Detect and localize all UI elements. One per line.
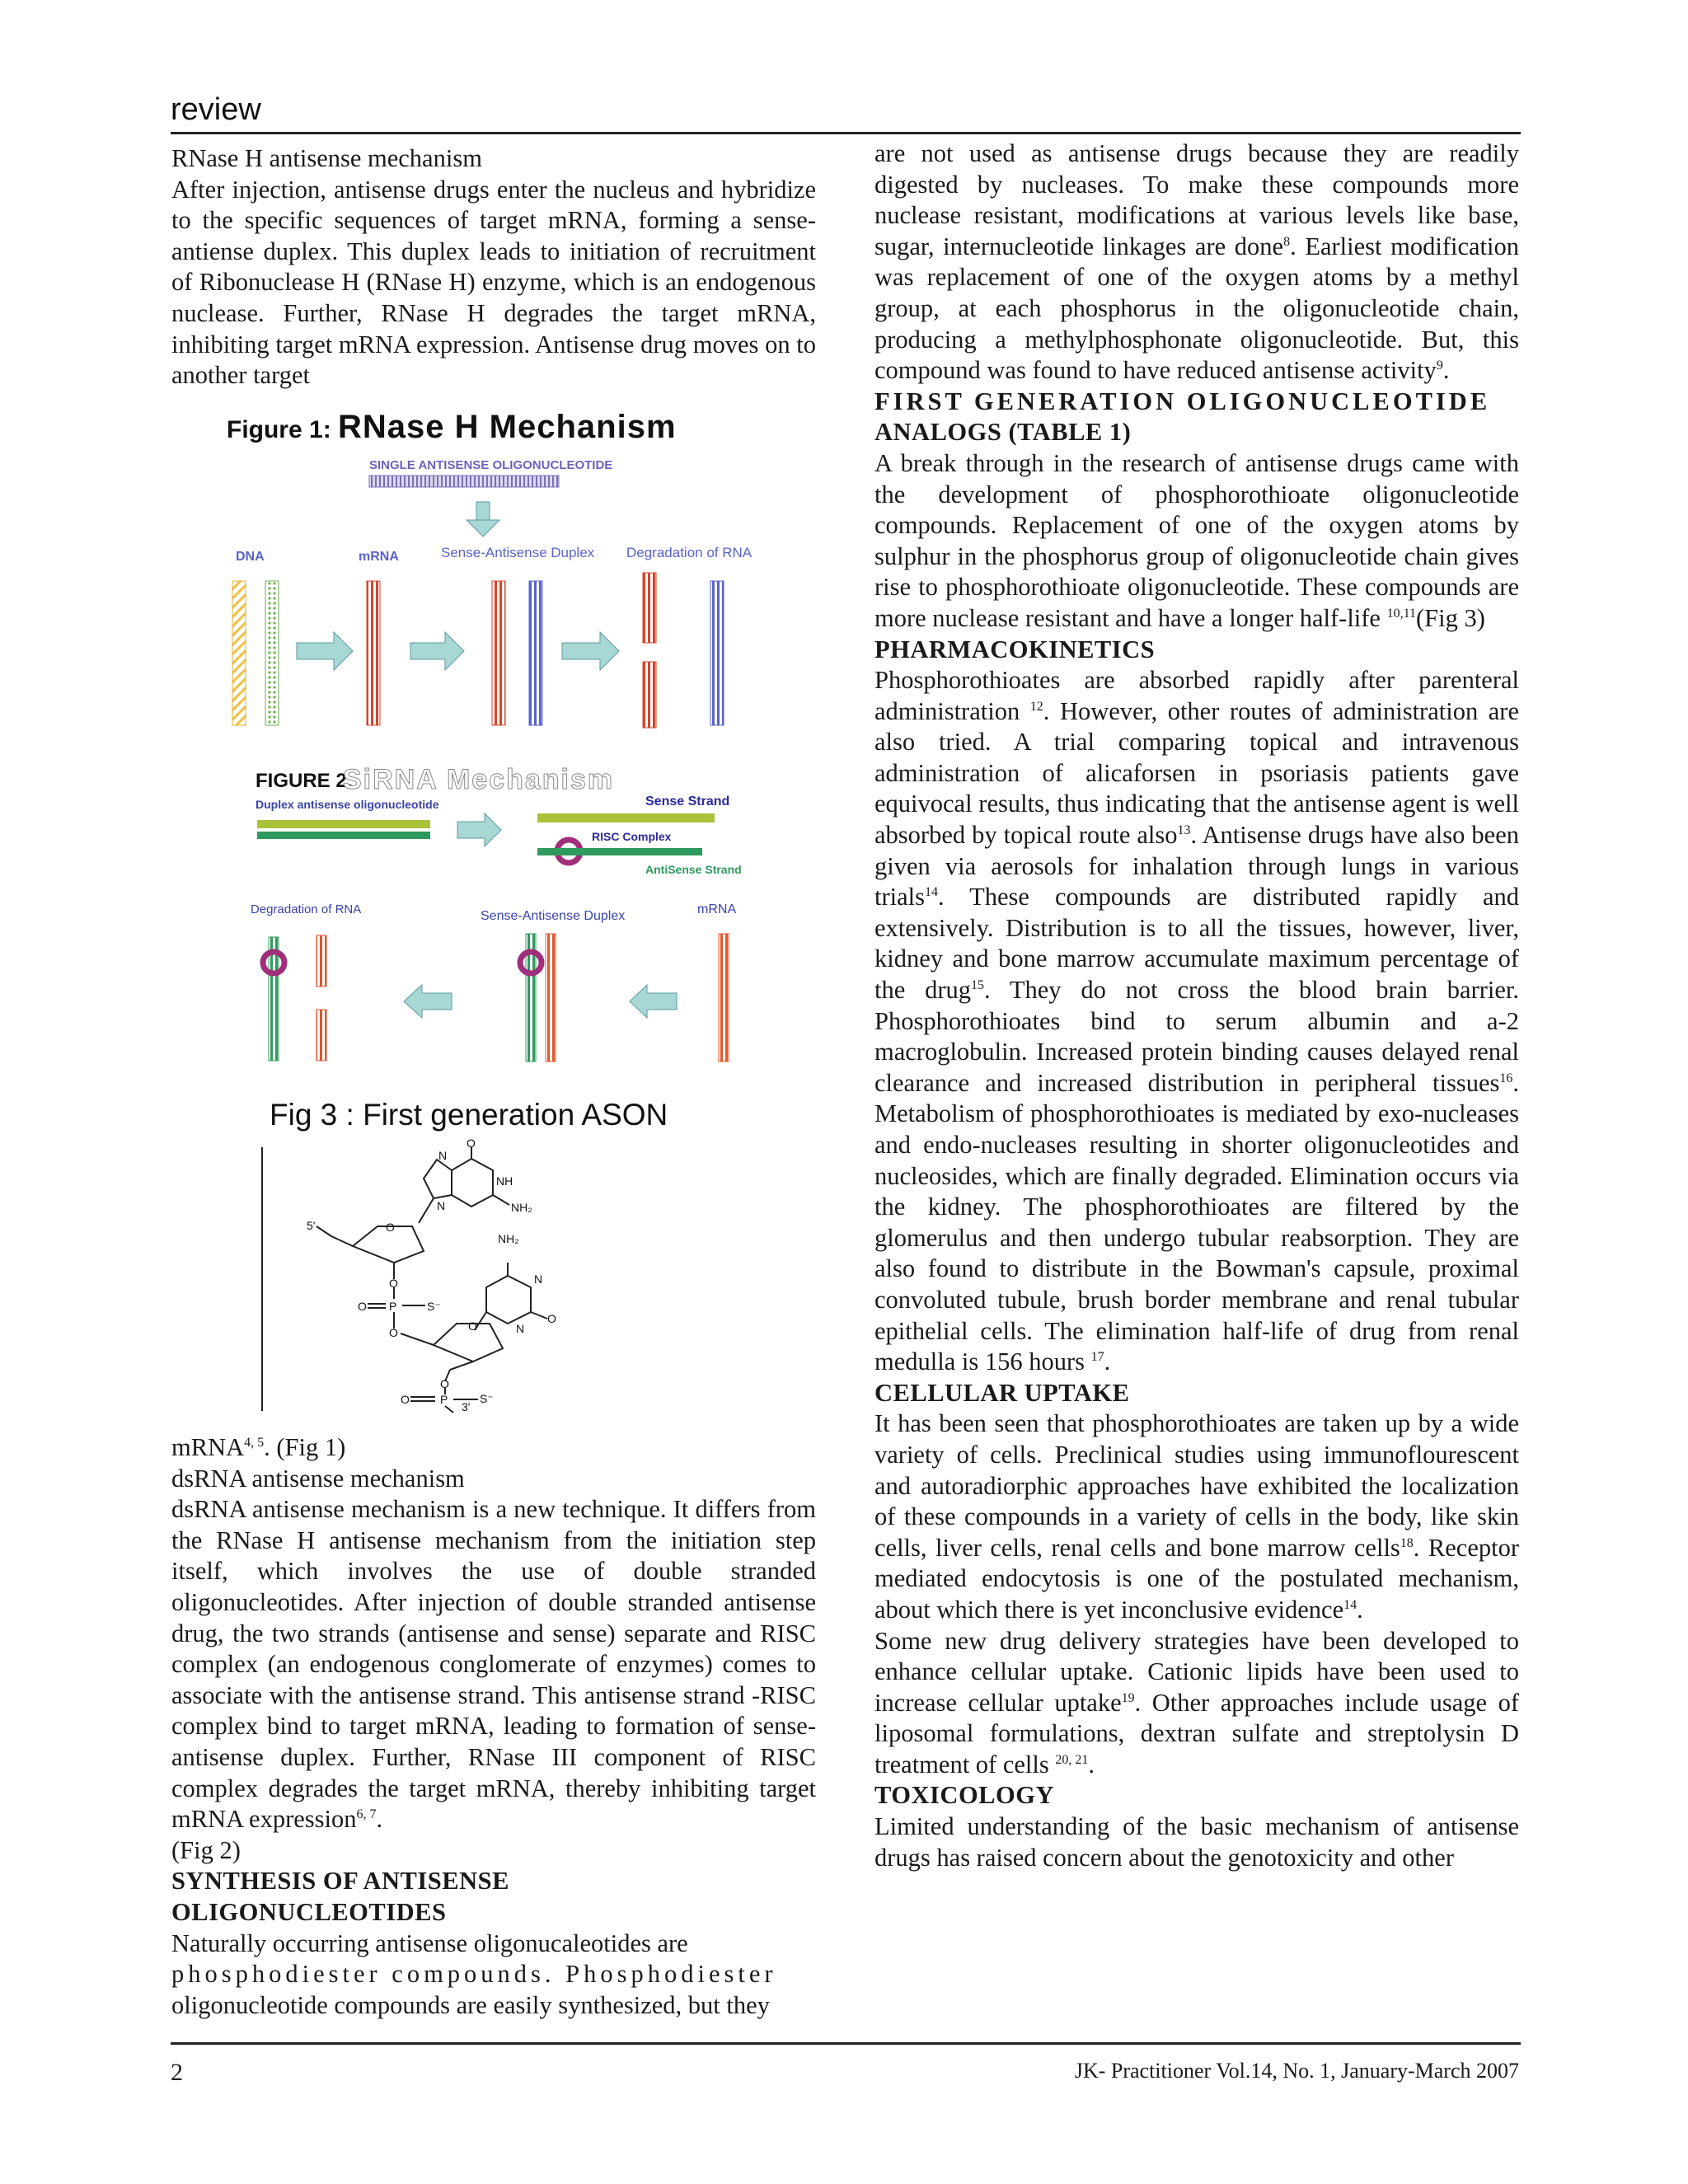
label-dna: DNA xyxy=(236,550,265,564)
subheading-dsrna: dsRNA antisense mechanism xyxy=(171,1464,465,1493)
figure-2-label: FIGURE 2: xyxy=(256,770,354,792)
ref-15: 15 xyxy=(970,977,984,992)
atom-o-sugar1: O xyxy=(386,1221,395,1234)
ref-12: 12 xyxy=(1029,699,1043,714)
label-antisense-strand: AntiSense Strand xyxy=(645,863,742,876)
single-antisense-strand xyxy=(369,476,559,487)
left-column-top xyxy=(171,143,816,391)
atom-o-link3: O xyxy=(440,1377,449,1390)
running-head: review xyxy=(171,92,261,127)
fig2-arrow-right xyxy=(457,813,501,846)
atom-o-dbl2: O xyxy=(401,1393,410,1406)
pk-f: . Metabolism of phosphorothioates is mediated by exo-nucleases and endo-nucleases resulting in shorter oligonucleotides and nucleosides, which are finally degraded. Elimination occurs via the kidney. The phosphorothioates are filtered by the glomerulus and then undergo tubular reabsorption. They are also found to distribute in the Bowman's capsule, proximal convoluted tubule, brush border membrane and renal tubular epithelial cells. The elimination half-life of drug from renal medulla is 156 hours xyxy=(874,1068,1519,1376)
purine-six-ring xyxy=(452,1159,493,1207)
ref-20-21: 20, 21 xyxy=(1055,1752,1089,1767)
atom-o-link1: O xyxy=(389,1277,398,1290)
dsrna-text: dsRNA antisense mechanism is a new technique. It differs from the RNase H antisense mechanism from the initiation step itself, which involves the use of double stranded oligonucleotides. After injection of double stranded antisense drug, the two strands (antisense and sense) separate and RISC complex (an endogenous conglomerate of enzymes) comes to associate with the antisense strand. This antisense strand -RISC complex bind to target mRNA, leading to formation of sense-antisense duplex. Further, RNase III component of RISC complex degrades the target mRNA, thereby inhibiting target mRNA expression xyxy=(171,1495,816,1834)
figure-2-diagram xyxy=(246,762,773,1069)
dsrna-tail: . xyxy=(376,1805,383,1834)
pk-b: . However, other routes of administration are also tried. A trial comparing topical and intravenous administration of alicaforsen in psoriasis patients gave equivocal results, thus indicating that the antisense agent is well absorbed by topical route also xyxy=(874,696,1519,850)
degraded-antisense xyxy=(269,937,279,1061)
ref-4-5: 4, 5 xyxy=(244,1435,265,1450)
paragraph-synthesis-3: oligonucleotide compounds are easily synthesized, but they xyxy=(171,1990,770,2019)
atom-n-1: N xyxy=(438,1149,448,1162)
degraded-mrna-lower xyxy=(316,1010,326,1061)
arrow-2 xyxy=(410,632,464,670)
pk-tail: . xyxy=(1104,1347,1111,1376)
arrow-1 xyxy=(297,632,353,670)
figure-1-label: Figure 1: xyxy=(227,416,331,443)
dna-strand-1 xyxy=(232,581,246,725)
paragraph-rnase-h: After injection, antisense drugs enter the nucleus and hybridize to the specific sequences of target mRNA, forming a sense-antiense duplex. This duplex leads to initiation of recruitment of Ribonuclease H (RNase H) enzyme, which is an endogenous nuclease. Further, RNase H degrades the target mRNA, inhibiting target mRNA expression. Antisense drug moves on to another target xyxy=(171,175,816,390)
ref-16: 16 xyxy=(1499,1071,1513,1085)
mod-text: are not used as antisense drugs because they are readily digested by nucleases. To make these compounds more nuclease resistant, modifications at various levels like base, sugar, internucleotide linkages are done xyxy=(874,139,1519,260)
fig2-arrow-left-1 xyxy=(404,985,452,1018)
fig1-ref: . (Fig 1) xyxy=(264,1433,346,1461)
label-sense-antisense-duplex: Sense-Antisense Duplex xyxy=(441,545,595,560)
sa-duplex-mrna xyxy=(546,934,556,1062)
figure-3-title: Fig 3 : First generation ASON xyxy=(270,1098,668,1132)
paragraph-toxicology: Limited understanding of the basic mechanism of antisense drugs has raised concern about the genotoxicity and other xyxy=(874,1812,1519,1872)
heading-synthesis: SYNTHESIS OF ANTISENSE xyxy=(171,1867,509,1896)
pt-text: A break through in the research of antisense drugs came with the development of phosphorothioate oligonucleotide compounds. Replacement of one of the oxygen atoms by sulphur in the phosphorus group of oligonucleotide chain gives rise to phosphorothioate oligonucleotide. These compounds are more nuclease resistant and have a longer half-life xyxy=(874,448,1519,632)
paragraph-mrna-ref xyxy=(171,1432,816,1464)
label-duplex-oligo: Duplex antisense oligonucleotide xyxy=(256,798,439,811)
atom-s-1: S⁻ xyxy=(427,1300,441,1313)
atom-n-3: N xyxy=(534,1272,543,1286)
figure-1-diagram xyxy=(223,457,783,733)
mod-text-2: . Earliest modification was replacement of one of the oxygen atoms by a methyl group, at each phosphorus in the oligonucleotide chain, producing a methylphosphonate oligonucleotide. But, this compound was found to have reduced antisense activity xyxy=(874,232,1519,385)
heading-toxicology: TOXICOLOGY xyxy=(874,1781,1054,1810)
atom-n-2: N xyxy=(437,1199,446,1212)
degraded-rna-upper xyxy=(643,573,656,643)
paragraph-cellular-uptake xyxy=(874,1408,1519,1625)
ref-9: 9 xyxy=(1436,359,1443,373)
mrna-strand xyxy=(367,581,380,725)
target-mrna xyxy=(719,934,729,1062)
journal-citation: JK- Practitioner Vol.14, No. 1, January-March 2007 xyxy=(1074,2059,1519,2083)
paragraph-phosphorothioate xyxy=(874,448,1519,635)
header-rule xyxy=(171,132,1521,134)
duplex-strand-blue xyxy=(529,581,542,725)
cu-a: It has been seen that phosphorothioates are taken up by a wide variety of cells. Preclinical studies using immunoflourescent and autoradiorphic approaches have exhibited the localization of these compounds in a variety of cells in the body, like skin cells, liver cells, renal cells and bone marrow cells xyxy=(874,1409,1519,1562)
dd-b: . Other approaches include usage of liposomal formulations, dextran sulfate and streptolysin D treatment of cells xyxy=(874,1688,1519,1779)
label-degradation-rna-2: Degradation of RNA xyxy=(251,902,362,916)
pyrimidine-ring xyxy=(486,1276,531,1324)
down-arrow-shaft xyxy=(476,502,490,520)
arrow-3 xyxy=(562,632,619,670)
pk-e: . They do not cross the blood brain barrier. Phosphorothioates bind to serum albumin and a-2 macroglobulin. Increased protein binding causes delayed renal clearance and increased distribution in peripheral tissues xyxy=(874,976,1519,1097)
ref-10-11: 10,11 xyxy=(1386,606,1416,621)
mod-tail: . xyxy=(1442,356,1450,385)
heading-pharmacokinetics: PHARMACOKINETICS xyxy=(874,635,1156,663)
paragraph-synthesis-2: phosphodiester compounds. Phosphodiester xyxy=(171,1960,777,1989)
label-sa-duplex-2: Sense-Antisense Duplex xyxy=(481,909,626,923)
pk-d: . These compounds are distributed rapidly and extensively. Distribution is to all the tissues, however, liver, kidney and bone marrow accumulate maximum percentage of the drug xyxy=(874,883,1519,1005)
fig2-arrow-left-2 xyxy=(630,985,677,1018)
atom-3prime: 3' xyxy=(462,1400,471,1413)
cu-tail: . xyxy=(1357,1595,1363,1624)
ref-18: 18 xyxy=(1400,1535,1414,1550)
ref-17: 17 xyxy=(1090,1350,1104,1364)
mrna-text: mRNA xyxy=(171,1433,245,1461)
paragraph-delivery xyxy=(874,1626,1519,1781)
atom-n-4: N xyxy=(516,1322,525,1335)
atom-nh2-b: NH₂ xyxy=(498,1232,519,1245)
cu-b: . Receptor mediated endocytosis is one of the postulated mechanism, about which there is yet inconclusive evidence xyxy=(874,1533,1520,1624)
degraded-rna-lower xyxy=(643,662,656,728)
ref-19: 19 xyxy=(1121,1690,1135,1705)
atom-p-1: P xyxy=(389,1300,397,1313)
ref-13: 13 xyxy=(1177,823,1191,837)
ref-6-7: 6, 7 xyxy=(356,1807,377,1821)
atom-o-ring: O xyxy=(547,1312,556,1325)
subheading-rnase-h: RNase H antisense mechanism xyxy=(171,144,482,172)
ref-14: 14 xyxy=(925,885,938,900)
sense-strand-bar xyxy=(537,813,715,823)
fig2-ref: (Fig 2) xyxy=(171,1835,241,1864)
atom-o-dbl1: O xyxy=(358,1300,367,1313)
figure-3-structure xyxy=(262,1137,691,1413)
dna-strand-2 xyxy=(265,581,279,725)
label-risc: RISC Complex xyxy=(592,830,672,843)
antisense-strand-bar xyxy=(537,848,702,855)
pk-c: . Antisense drugs have also been given via aerosols for inhalation through lungs in various trials xyxy=(874,821,1519,912)
figure-2-heading: SiRNA Mechanism xyxy=(343,764,615,795)
heading-first-generation-2: ANALOGS (TABLE 1) xyxy=(874,418,1132,447)
label-sense-strand: Sense Strand xyxy=(645,794,730,808)
down-arrow-head xyxy=(467,520,499,537)
ref-8: 8 xyxy=(1283,234,1291,249)
released-antisense xyxy=(710,581,724,725)
right-column xyxy=(874,138,1519,1873)
figure-1-heading: RNase H Mechanism xyxy=(338,409,677,445)
dd-tail: . xyxy=(1088,1750,1095,1779)
figure-1-title xyxy=(227,409,677,446)
degraded-mrna-upper xyxy=(316,935,326,987)
duplex-sense-bar xyxy=(257,820,430,828)
atom-o-sugar2: O xyxy=(468,1319,477,1333)
dd-a: Some new drug delivery strategies have been developed to enhance cellular uptake. Cationic lipids have been used to increase cellular uptake xyxy=(874,1626,1519,1717)
label-mrna-2: mRNA xyxy=(697,902,737,916)
atom-nh: NH xyxy=(496,1174,513,1188)
footer-rule xyxy=(171,2042,1521,2045)
atom-5prime: 5' xyxy=(307,1219,316,1232)
paragraph-dsrna xyxy=(171,1494,816,1835)
label-mrna: mRNA xyxy=(359,550,399,564)
atom-p-2: P xyxy=(440,1393,448,1406)
paragraph-synthesis-1: Naturally occurring antisense oligonucaleotides are xyxy=(171,1929,688,1957)
left-column-bottom xyxy=(171,1432,816,2021)
heading-cellular-uptake: CELLULAR UPTAKE xyxy=(874,1378,1130,1407)
page-number: 2 xyxy=(171,2059,183,2086)
atom-s-2: S⁻ xyxy=(480,1392,494,1405)
label-degradation: Degradation of RNA xyxy=(626,545,753,560)
duplex-antisense-bar xyxy=(257,832,430,839)
purine-five-ring xyxy=(424,1160,452,1198)
fig3-ref: (Fig 3) xyxy=(1416,603,1485,632)
pk-a: Phosphorothioates are absorbed rapidly after parenteral administration xyxy=(874,666,1519,725)
figure-1-top-label: SINGLE ANTISENSE OLIGONUCLEOTIDE xyxy=(369,458,613,472)
paragraph-pharmacokinetics xyxy=(874,665,1519,1378)
atom-o-top: O xyxy=(467,1137,476,1150)
ref-14b: 14 xyxy=(1343,1597,1357,1612)
duplex-strand-red xyxy=(492,581,505,725)
heading-first-generation: FIRST GENERATION OLIGONUCLEOTIDE xyxy=(874,387,1491,415)
atom-o-link2: O xyxy=(389,1326,398,1339)
atom-nh2-a: NH₂ xyxy=(511,1201,532,1214)
paragraph-modifications xyxy=(874,138,1519,387)
heading-synthesis-2: OLIGONUCLEOTIDES xyxy=(171,1897,447,1926)
